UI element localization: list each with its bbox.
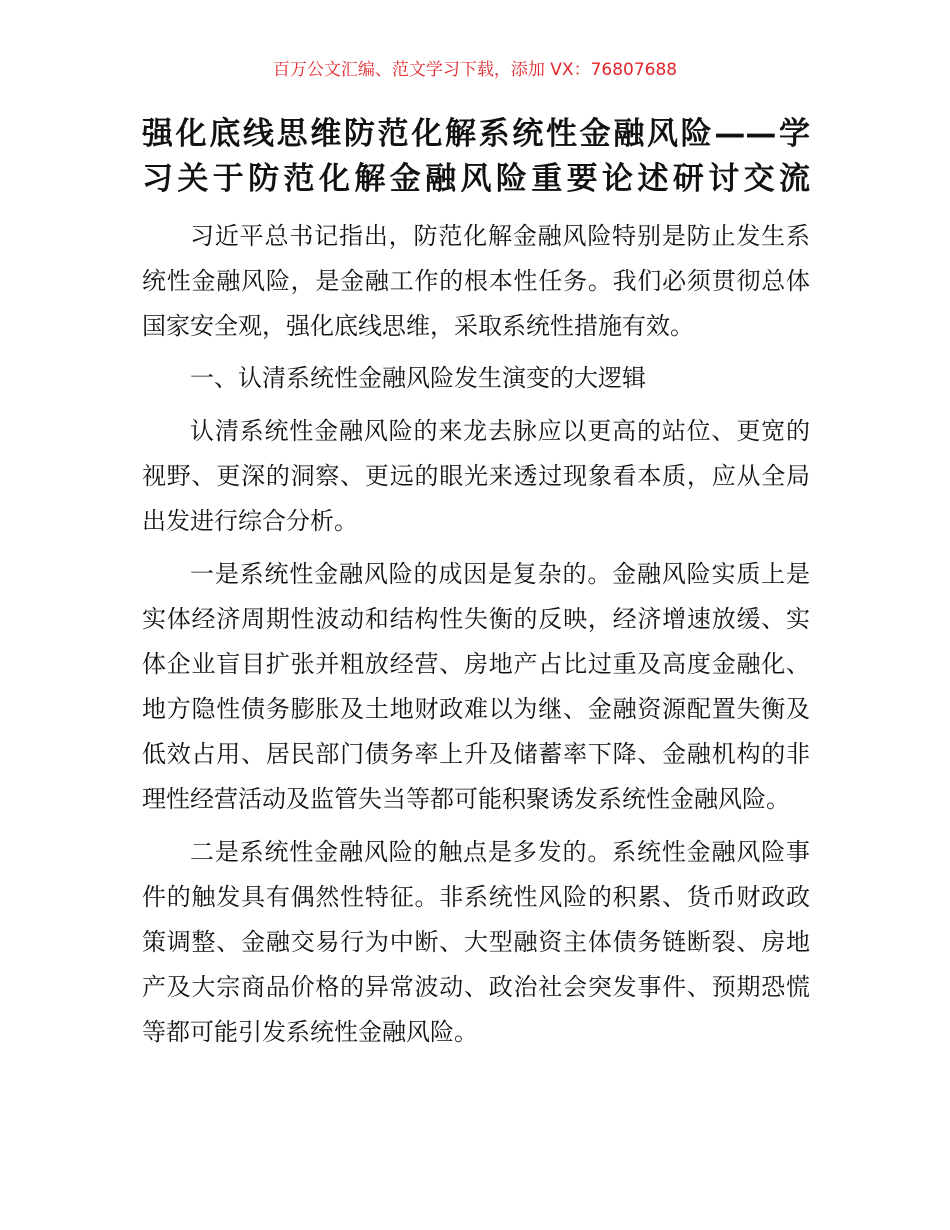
watermark-header: 百万公文汇编、范文学习下载，添加 VX：76807688 (272, 60, 678, 80)
paragraph (142, 409, 810, 544)
paragraph (142, 552, 810, 822)
paragraph-line: 件的触发具有偶然性特征。非系统性风险的积累、货币财政政 (142, 883, 810, 911)
paragraph-line: 策调整、金融交易行为中断、大型融资主体债务链断裂、房地 (142, 928, 810, 956)
title-line: 强化底线思维防范化解系统性金融风险——学 (142, 116, 810, 152)
paragraph-line: 一是系统性金融风险的成因是复杂的。金融风险实质上是 (190, 560, 810, 588)
paragraph-line: 国家安全观，强化底线思维，采取系统性措施有效。 (142, 312, 694, 340)
paragraph-line: 实体经济周期性波动和结构性失衡的反映，经济增速放缓、实 (142, 605, 810, 633)
title-line: 习关于防范化解金融风险重要论述研讨交流 (142, 161, 810, 197)
document-title (142, 112, 810, 202)
paragraph-line: 视野、更深的洞察、更远的眼光来透过现象看本质，应从全局 (142, 462, 810, 490)
paragraph-line: 认清系统性金融风险的来龙去脉应以更高的站位、更宽的 (190, 417, 810, 445)
paragraph-line: 产及大宗商品价格的异常波动、政治社会突发事件、预期恐慌 (142, 973, 810, 1001)
section-heading (142, 356, 810, 401)
paragraph-line: 二是系统性金融风险的触点是多发的。系统性金融风险事 (190, 838, 810, 866)
paragraph-line: 出发进行综合分析。 (142, 507, 358, 535)
paragraph-line: 统性金融风险，是金融工作的根本性任务。我们必须贯彻总体 (142, 267, 810, 295)
paragraph-line: 低效占用、居民部门债务率上升及储蓄率下降、金融机构的非 (142, 740, 810, 768)
paragraph (142, 830, 810, 1055)
paragraph-line: 等都可能引发系统性金融风险。 (142, 1018, 478, 1046)
paragraph-line: 一、认清系统性金融风险发生演变的大逻辑 (190, 364, 646, 392)
paragraph-line: 地方隐性债务膨胀及土地财政难以为继、金融资源配置失衡及 (142, 695, 810, 723)
paragraph-line: 体企业盲目扩张并粗放经营、房地产占比过重及高度金融化、 (142, 650, 810, 678)
paragraph-line: 习近平总书记指出，防范化解金融风险特别是防止发生系 (190, 222, 810, 250)
paragraph (142, 214, 810, 349)
paragraph-line: 理性经营活动及监管失当等都可能积聚诱发系统性金融风险。 (142, 785, 790, 813)
document-body (142, 214, 810, 1063)
